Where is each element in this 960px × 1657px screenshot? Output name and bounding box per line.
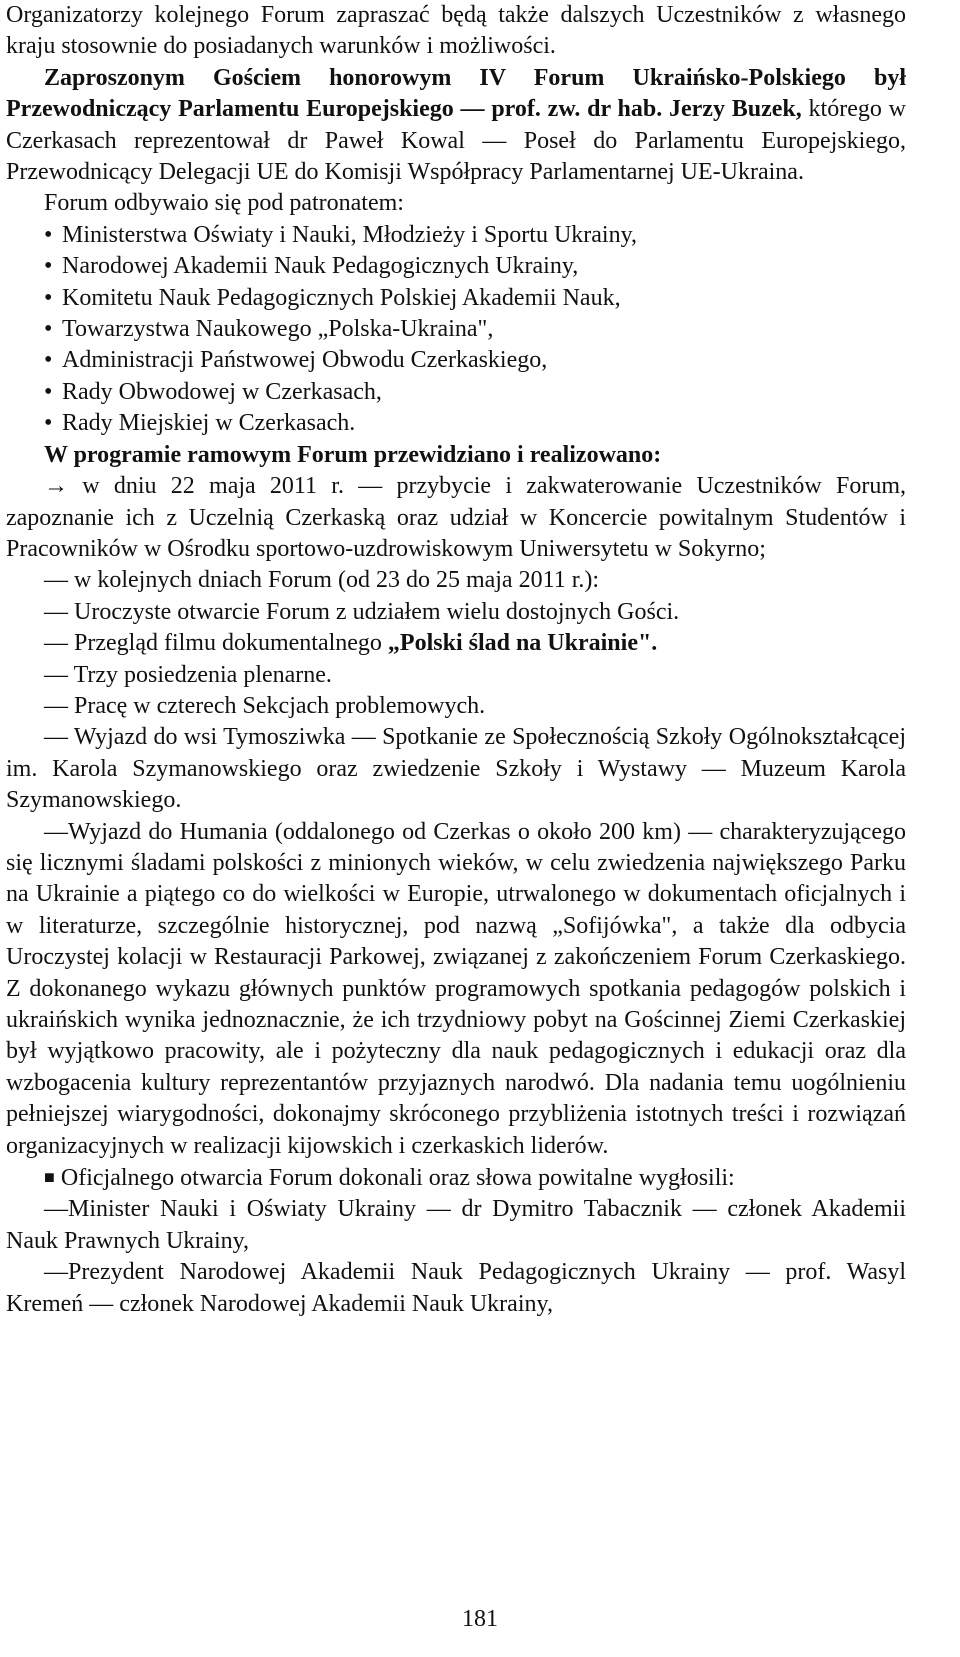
bullet-icon: • [44,253,53,280]
square-bullet-icon: ■ [44,1167,55,1188]
program-item-tymosziwka: — Wyjazd do wsi Tymosziwka — Spotkanie ze Społecznością Szkoły Ogólnokształcącej im. Karola Szymanowskiego oraz zwiedzenie Szkoły i Wystawy — Muzeum Karola Szymanowskiego. [6,724,906,814]
page-number: 181 [462,1606,498,1632]
opening-speaker-minister: —Minister Nauki i Oświaty Ukrainy — dr Dymitro Tabacznik — członek Akademii Nauk Prawnych Ukrainy, [6,1196,906,1254]
program-day1: → w dniu 22 maja 2011 r. — przybycie i zakwaterowanie Uczestników Forum, zapoznanie ich z Uczelnią Czerkaską oraz udział w Koncercie powitalnym Studentów i Pracowników w Ośrodku sportowo-uzdrowiskowym Uniwersytetu w Sokyrno; [6,473,906,562]
list-item: • Administracji Państwowej Obwodu Czerkaskiego, [44,345,906,376]
bullet-icon: • [44,284,53,311]
list-item: • Rady Obwodowej w Czerkasach, [44,377,906,408]
bullet-icon: • [44,378,53,405]
program-next-days: — w kolejnych dniach Forum (od 23 do 25 maja 2011 r.): [44,567,600,594]
list-item: • Towarzystwa Naukowego „Polska-Ukraina", [44,314,906,345]
document-page [6,0,906,1320]
program-item-opening: — Uroczyste otwarcie Forum z udziałem wielu dostojnych Gości. [44,598,680,625]
list-item: • Rady Miejskiej w Czerkasach. [44,408,906,439]
patronage-intro: Forum odbywaio się pod patronatem: [44,190,404,217]
film-title: „Polski ślad na Ukrainie". [387,630,658,657]
program-item-sections: — Pracę w czterech Sekcjach problemowych. [44,692,486,719]
program-item-plenary: — Trzy posiedzenia plenarne. [44,661,332,688]
patronage-list [6,220,906,440]
program-heading: W programie ramowym Forum przewidziano i realizowano: [44,441,662,468]
bullet-icon: • [44,221,53,248]
bullet-icon: • [44,316,53,343]
program-item-film: — Przegląd filmu dokumentalnego „Polski ślad na Ukrainie". [44,630,658,657]
bullet-icon: • [44,410,53,437]
paragraph-invitation: Organizatorzy kolejnego Forum zapraszać będą także dalszych Uczestników z własnego kraju stosownie do posiadanych warunków i możliwości. [6,2,906,60]
honorary-guest-bold: Zaproszonym Gościem honorowym IV Forum Ukraińsko-Polskiego był Przewodniczący Parlamentu Europejskiego — prof. zw. dr hab. Jerzy Buzek, [6,64,906,123]
honorary-guest-rest: którego w Czerkasach reprezentował dr Paweł Kowal — Poseł do Parlamentu Europejskiego, Przewodnicący Delegacji UE do Komisji Współpracy Parlamentarnej UE-Ukraina. [6,96,906,186]
list-item: • Komitetu Nauk Pedagogicznych Polskiej Akademii Nauk, [44,283,906,314]
bullet-icon: • [44,347,53,374]
program-item-humania: —Wyjazd do Humania (oddalonego od Czerkas o około 200 km) — charakteryzującego się licznymi śladami polskości z minionych wieków, w celu zwiedzenia największego Parku na Ukrainie a piątego co do wielkości w Europie, utrwalonego w dokumentach oficjalnych i w literaturze, szczególnie historycznej, pod nazwą „Sofijówka", a także dla odbycia Uroczystej kolacji w Restauracji Parkowej, związanej z zakończeniem Forum Czerkaskiego. Z dokonanego wykazu głównych punktów programowych spotkania pedagogów polskich i ukraińskich wynika jednoznacznie, że ich trzydniowy pobyt na Gościnnej Ziemi Czerkaskiej był wyjątkowo pracowity, ale i pożyteczny dla nauk pedagogicznych i edukacji oraz dla wzbogacenia kultury reprezentantów przyjaznych narodwó. Dla nadania temu uogólnieniu pełniejszej wiarygodności, dokonajmy skróconego przybliżenia istotnych treści i rozwiązań organizacyjnych w realizacji kijowskich i czerkaskich liderów. [6,818,906,1159]
paragraph-honorary-guest [6,63,906,189]
opening-intro: ■ Oficjalnego otwarcia Forum dokonali oraz słowa powitalne wygłosili: [44,1165,735,1192]
opening-speaker-president: —Prezydent Narodowej Akademii Nauk Pedagogicznych Ukrainy — prof. Wasyl Kremeń — członek Narodowej Akademii Nauk Ukrainy, [6,1259,906,1317]
list-item: • Narodowej Akademii Nauk Pedagogicznych Ukrainy, [44,251,906,282]
list-item: • Ministerstwa Oświaty i Nauki, Młodzieży i Sportu Ukrainy, [44,220,906,251]
